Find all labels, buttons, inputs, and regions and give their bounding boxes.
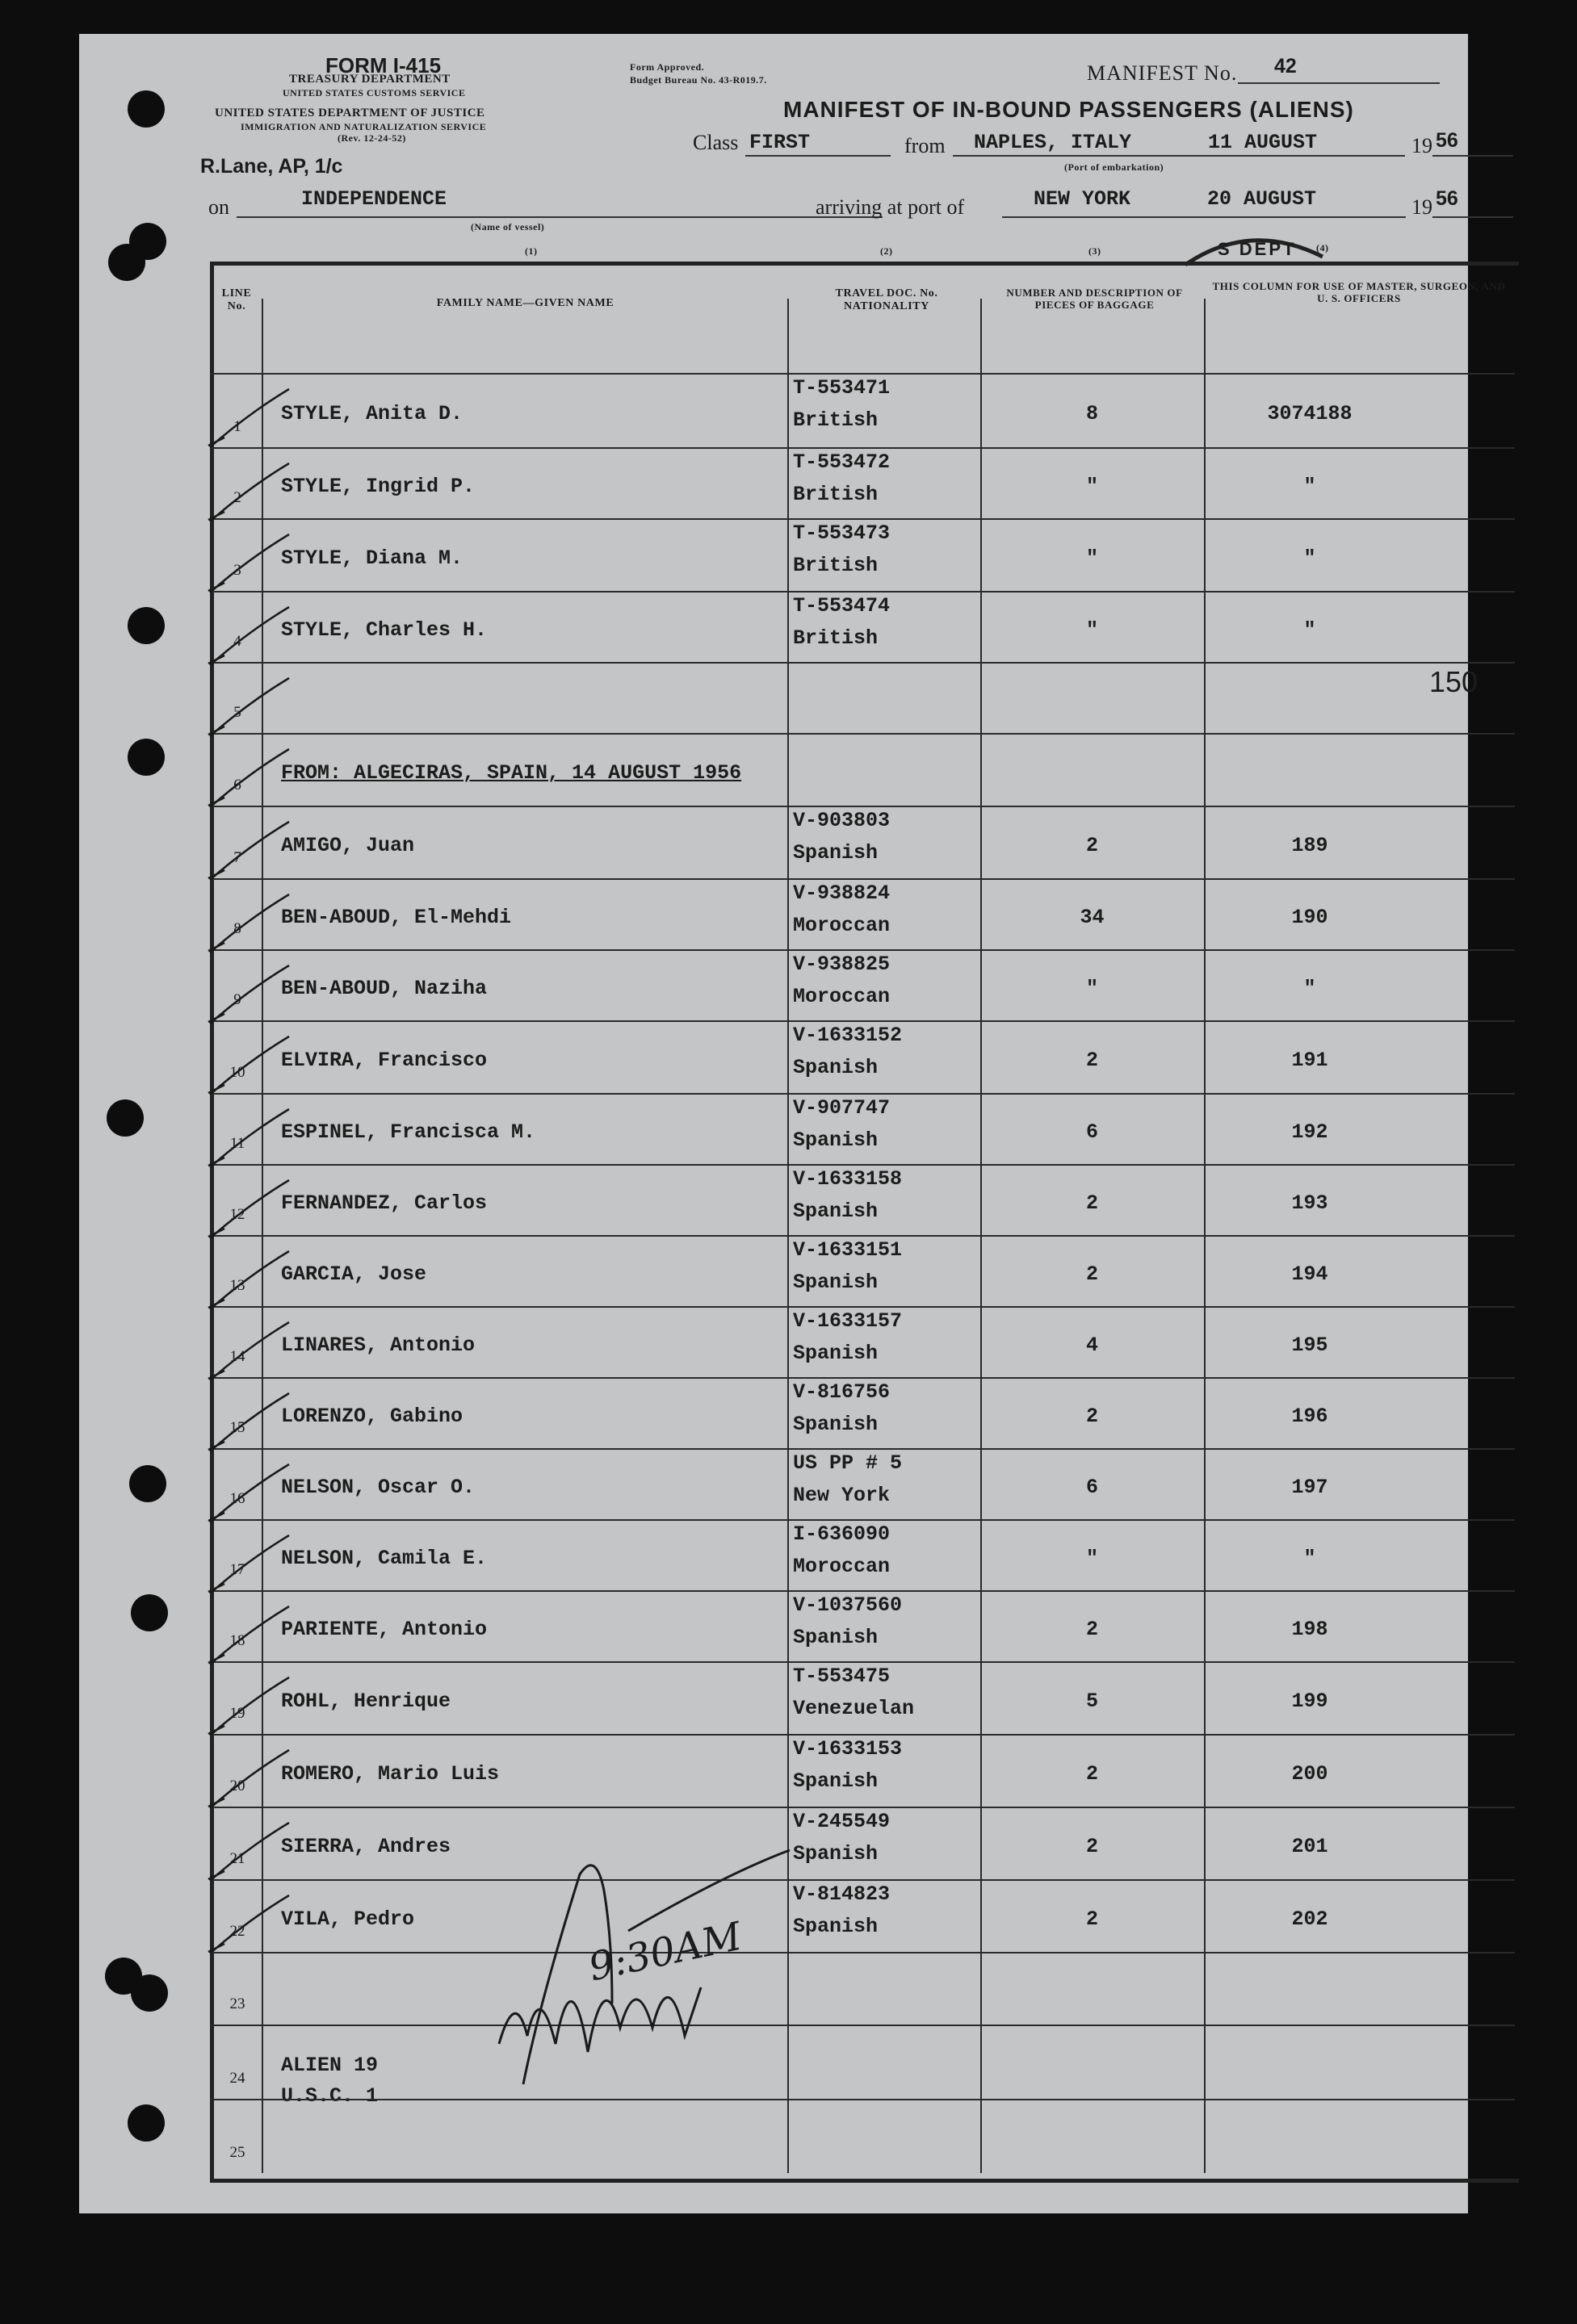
table-row — [210, 1377, 1515, 1448]
nationality: Spanish — [793, 841, 879, 865]
budget-bureau: Budget Bureau No. 43-R019.7. — [630, 74, 767, 86]
row-divider — [210, 518, 1515, 520]
nationality: Spanish — [793, 1129, 879, 1152]
col-number-3: (3) — [1088, 245, 1101, 257]
justice-dept: UNITED STATES DEPARTMENT OF JUSTICE — [215, 107, 485, 119]
port-caption: (Port of embarkation) — [1064, 161, 1164, 173]
officer-entry: 196 — [1291, 1405, 1328, 1428]
travel-doc-number: T-553474 — [793, 594, 891, 618]
table-row — [210, 1879, 1515, 1952]
officer-entry: 202 — [1291, 1907, 1328, 1931]
officer-entry: 194 — [1291, 1262, 1328, 1286]
table-row — [210, 949, 1515, 1020]
line-number: 4 — [233, 633, 241, 650]
line-number: 22 — [229, 1923, 245, 1940]
line-number: 17 — [229, 1561, 245, 1578]
manifest-number: 42 — [1274, 55, 1297, 77]
nationality: Moroccan — [793, 1555, 891, 1578]
revision-date: (Rev. 12-24-52) — [338, 132, 406, 144]
baggage-count: 34 — [1080, 906, 1105, 929]
nationality: British — [793, 554, 879, 577]
line-number: 5 — [233, 704, 241, 721]
table-row — [210, 1661, 1515, 1734]
line-number: 1 — [233, 418, 241, 435]
treasury-dept: TREASURY DEPARTMENT — [289, 73, 451, 86]
officer-entry: 193 — [1291, 1191, 1328, 1215]
form-number: FORM I-415 — [325, 53, 442, 77]
baggage-count: 5 — [1085, 1690, 1098, 1713]
table-row — [210, 1519, 1515, 1590]
travel-doc-number: V-1633157 — [793, 1309, 903, 1333]
travel-doc-number: V-245549 — [793, 1810, 891, 1833]
passenger-name: ESPINEL, Francisca M. — [281, 1120, 536, 1144]
arrival-date: 20 AUGUST — [1207, 187, 1317, 211]
passenger-name: STYLE, Diana M. — [281, 546, 463, 570]
manifest-number-line — [1238, 58, 1440, 84]
table-row — [210, 1952, 1515, 2025]
baggage-count: 6 — [1085, 1476, 1098, 1499]
officer-entry: 198 — [1291, 1618, 1328, 1641]
handwritten-time: 9:30AM — [585, 1913, 746, 1991]
check-mark — [208, 1895, 289, 1953]
header-travel: TRAVEL DOC. No. NATIONALITY — [835, 287, 938, 313]
passenger-name: FERNANDEZ, Carlos — [281, 1191, 488, 1215]
col-number-2: (2) — [880, 245, 893, 257]
travel-doc-number: V-1633153 — [793, 1737, 903, 1761]
table-row — [210, 1164, 1515, 1235]
passenger-name: ROMERO, Mario Luis — [281, 1762, 500, 1786]
passenger-name-line2: U.S.C. 1 — [281, 2084, 379, 2108]
baggage-count: 2 — [1085, 1907, 1098, 1931]
row-divider — [210, 1093, 1515, 1095]
manifest-page — [79, 34, 1506, 2213]
check-mark — [208, 1322, 289, 1380]
travel-doc-number: T-553472 — [793, 450, 891, 474]
row-divider — [210, 1807, 1515, 1808]
manifest-title: MANIFEST OF IN-BOUND PASSENGERS (ALIENS) — [783, 97, 1354, 122]
class-label: Class — [693, 131, 739, 154]
table-row — [210, 1807, 1515, 1879]
travel-doc-number: US PP # 5 — [793, 1451, 903, 1475]
arrival-port: NEW YORK — [1034, 187, 1131, 211]
line-number: 18 — [229, 1632, 245, 1649]
col-number-1: (1) — [525, 245, 538, 257]
baggage-count: 2 — [1085, 1262, 1098, 1286]
table-row — [210, 1093, 1515, 1164]
check-mark — [208, 1251, 289, 1309]
row-divider — [210, 447, 1515, 449]
passenger-name: SIERRA, Andres — [281, 1835, 451, 1858]
line-number: 16 — [229, 1490, 245, 1507]
line-number: 6 — [233, 777, 241, 794]
passenger-name: PARIENTE, Antonio — [281, 1618, 488, 1641]
nationality: Spanish — [793, 1413, 879, 1436]
passenger-name: ELVIRA, Francisco — [281, 1049, 488, 1072]
baggage-count: 2 — [1085, 834, 1098, 857]
travel-doc-number: V-938825 — [793, 953, 891, 976]
officer-entry: 197 — [1291, 1476, 1328, 1499]
passenger-name: BEN-ABOUD, Naziha — [281, 977, 488, 1000]
nationality: Spanish — [793, 1056, 879, 1079]
baggage-count: " — [1085, 977, 1098, 1000]
row-divider — [210, 1020, 1515, 1022]
binder-hole — [131, 1594, 168, 1631]
nationality: Spanish — [793, 1842, 879, 1865]
baggage-count: 8 — [1085, 402, 1098, 425]
passenger-name: LORENZO, Gabino — [281, 1405, 463, 1428]
check-mark — [208, 894, 289, 953]
check-mark — [208, 463, 289, 521]
travel-doc-number: V-938824 — [793, 881, 891, 905]
nationality: Spanish — [793, 1915, 879, 1938]
customs-service: UNITED STATES CUSTOMS SERVICE — [283, 87, 466, 98]
nationality: Moroccan — [793, 985, 891, 1008]
line-number: 25 — [229, 2144, 245, 2161]
check-mark — [208, 965, 289, 1024]
passenger-name: ALIEN 19 — [281, 2054, 379, 2077]
baggage-count: 6 — [1085, 1120, 1098, 1144]
check-mark — [208, 1677, 289, 1736]
table-row — [210, 806, 1515, 878]
line-number: 15 — [229, 1419, 245, 1436]
table-row — [210, 2099, 1515, 2173]
travel-doc-number: I-636090 — [793, 1522, 891, 1546]
form-approved: Form Approved. — [630, 61, 705, 73]
officer-entry: " — [1303, 546, 1316, 570]
header-baggage: NUMBER AND DESCRIPTION OF PIECES OF BAGGAGE — [1006, 287, 1183, 311]
officer-entry: 191 — [1291, 1049, 1328, 1072]
header-line-no: LINE No. — [221, 287, 252, 313]
nationality: Venezuelan — [793, 1697, 915, 1720]
header-officers: THIS COLUMN FOR USE OF MASTER, SURGEON, AND U. S. OFFICERS — [1212, 280, 1506, 304]
row-divider — [210, 662, 1515, 664]
row-divider — [210, 1448, 1515, 1450]
officer-entry: 195 — [1291, 1334, 1328, 1357]
officer-entry: 201 — [1291, 1835, 1328, 1858]
nationality: New York — [793, 1484, 891, 1507]
table-row — [210, 662, 1515, 733]
line-number: 7 — [233, 849, 241, 866]
officer-entry: 150 — [1428, 665, 1478, 698]
nationality: Spanish — [793, 1271, 879, 1294]
line-number: 14 — [229, 1348, 245, 1365]
check-mark — [208, 1750, 289, 1808]
table-row — [210, 1020, 1515, 1093]
check-mark — [208, 1823, 289, 1881]
travel-doc-number: T-553473 — [793, 521, 891, 545]
line-number: 9 — [233, 991, 241, 1008]
baggage-count: 2 — [1085, 1618, 1098, 1641]
table-row — [210, 2025, 1515, 2108]
officer-entry: 190 — [1291, 906, 1328, 929]
line-number: 20 — [229, 1778, 245, 1794]
baggage-count: " — [1085, 1547, 1098, 1570]
travel-doc-number: V-1633158 — [793, 1167, 903, 1191]
arriving-label: arriving at port of — [816, 195, 965, 219]
passenger-name: NELSON, Camila E. — [281, 1547, 488, 1570]
check-mark — [208, 1606, 289, 1664]
table-row — [210, 591, 1515, 662]
embark-year: 56 — [1436, 129, 1458, 152]
check-mark — [208, 1180, 289, 1238]
passenger-name: ROHL, Henrique — [281, 1690, 451, 1713]
table-row — [210, 733, 1515, 806]
line-number: 12 — [229, 1206, 245, 1223]
row-divider — [210, 1519, 1515, 1521]
table-row — [210, 447, 1515, 518]
header-name: FAMILY NAME—GIVEN NAME — [436, 297, 614, 309]
check-mark — [208, 1535, 289, 1593]
officer-entry: " — [1303, 977, 1316, 1000]
check-mark — [208, 822, 289, 880]
line-number: 2 — [233, 489, 241, 506]
nationality: British — [793, 408, 879, 432]
row-divider — [210, 1661, 1515, 1663]
passenger-name: VILA, Pedro — [281, 1907, 415, 1931]
baggage-count: 2 — [1085, 1835, 1098, 1858]
binder-hole — [128, 2104, 165, 2142]
binder-hole — [131, 1974, 168, 2012]
row-divider — [210, 1164, 1515, 1166]
row-divider — [210, 2099, 1515, 2100]
check-mark — [208, 1464, 289, 1522]
row-divider — [210, 733, 1515, 735]
table-row — [210, 878, 1515, 949]
officer-entry: " — [1303, 618, 1316, 642]
check-mark — [208, 1036, 289, 1095]
agent-name: R.Lane, AP, 1/c — [200, 155, 343, 178]
binder-hole — [128, 739, 165, 776]
travel-doc-number: V-903803 — [793, 809, 891, 832]
arrival-year-prefix: 19 — [1411, 195, 1432, 219]
check-mark — [208, 749, 289, 807]
nationality: Spanish — [793, 1626, 879, 1649]
check-mark — [208, 607, 289, 665]
passenger-name: STYLE, Ingrid P. — [281, 475, 476, 498]
row-divider — [210, 1235, 1515, 1237]
binder-hole — [128, 607, 165, 644]
vessel-caption: (Name of vessel) — [471, 221, 545, 232]
passenger-name: LINARES, Antonio — [281, 1334, 476, 1357]
baggage-count: " — [1085, 618, 1098, 642]
table-row — [210, 518, 1515, 591]
passenger-name: AMIGO, Juan — [281, 834, 415, 857]
table-row — [210, 1590, 1515, 1661]
baggage-count: " — [1085, 546, 1098, 570]
baggage-count: 2 — [1085, 1762, 1098, 1786]
passenger-name: GARCIA, Jose — [281, 1262, 427, 1286]
vessel-name: INDEPENDENCE — [301, 187, 447, 211]
manifest-number-label: MANIFEST No. — [1087, 61, 1238, 85]
row-divider — [210, 1590, 1515, 1592]
nationality: British — [793, 626, 879, 650]
stamp-text: S DEPT — [1218, 239, 1297, 259]
row-divider — [210, 1306, 1515, 1308]
line-number: 3 — [233, 562, 241, 579]
embark-date: 11 AUGUST — [1208, 131, 1318, 154]
travel-doc-number: V-907747 — [793, 1096, 891, 1120]
baggage-count: 2 — [1085, 1049, 1098, 1072]
travel-doc-number: V-814823 — [793, 1882, 891, 1906]
row-divider — [210, 373, 1515, 375]
baggage-count: " — [1085, 475, 1098, 498]
table-row — [210, 1235, 1515, 1306]
nationality: Spanish — [793, 1342, 879, 1365]
baggage-count: 4 — [1085, 1334, 1098, 1357]
row-divider — [210, 1377, 1515, 1379]
from-label: from — [904, 134, 946, 157]
travel-doc-number: T-553471 — [793, 376, 891, 400]
line-number: 11 — [229, 1135, 245, 1152]
row-divider — [210, 1879, 1515, 1881]
line-number: 8 — [233, 920, 241, 937]
arrival-year: 56 — [1436, 187, 1458, 210]
table-row — [210, 373, 1515, 447]
line-number: 23 — [229, 1995, 245, 2012]
officer-entry: 189 — [1291, 834, 1328, 857]
table-row — [210, 1734, 1515, 1807]
line-number: 19 — [229, 1705, 245, 1722]
passenger-name: NELSON, Oscar O. — [281, 1476, 476, 1499]
travel-doc-number: V-1633151 — [793, 1238, 903, 1262]
passenger-name: STYLE, Charles H. — [281, 618, 488, 642]
baggage-count: 2 — [1085, 1405, 1098, 1428]
passenger-name: FROM: ALGECIRAS, SPAIN, 14 AUGUST 1956 — [281, 761, 742, 785]
binder-hole — [107, 1099, 144, 1137]
officer-entry: 199 — [1291, 1690, 1328, 1713]
row-divider — [210, 1734, 1515, 1736]
travel-doc-number: V-1037560 — [793, 1593, 903, 1617]
row-divider — [210, 949, 1515, 951]
line-number: 21 — [229, 1850, 245, 1867]
row-divider — [210, 1952, 1515, 1953]
binder-hole — [129, 1465, 166, 1502]
table-row — [210, 1306, 1515, 1377]
class-value: FIRST — [749, 131, 811, 154]
row-divider — [210, 806, 1515, 807]
officer-entry: " — [1303, 475, 1316, 498]
check-mark — [208, 1109, 289, 1167]
nationality: Spanish — [793, 1200, 879, 1223]
passenger-name: BEN-ABOUD, El-Mehdi — [281, 906, 512, 929]
travel-doc-number: V-1633152 — [793, 1024, 903, 1047]
officer-entry: 200 — [1291, 1762, 1328, 1786]
check-marks — [200, 333, 297, 2149]
travel-doc-number: T-553475 — [793, 1664, 891, 1688]
embark-port: NAPLES, ITALY — [974, 131, 1132, 154]
officer-entry: 192 — [1291, 1120, 1328, 1144]
col-number-4: (4) — [1316, 242, 1329, 253]
line-number: 13 — [229, 1277, 245, 1294]
line-number: 10 — [229, 1064, 245, 1081]
check-mark — [208, 534, 289, 593]
officer-entry: " — [1303, 1547, 1316, 1570]
travel-doc-number: V-816756 — [793, 1380, 891, 1404]
row-divider — [210, 878, 1515, 880]
passenger-name: STYLE, Anita D. — [281, 402, 463, 425]
check-mark — [208, 678, 289, 736]
binder-hole — [128, 90, 165, 128]
check-mark — [208, 389, 289, 447]
nationality: Spanish — [793, 1769, 879, 1793]
officer-entry: 3074188 — [1267, 402, 1353, 425]
ins-service: IMMIGRATION AND NATURALIZATION SERVICE — [241, 121, 487, 132]
row-divider — [210, 2025, 1515, 2026]
nationality: British — [793, 483, 879, 506]
nationality: Moroccan — [793, 914, 891, 937]
line-number: 24 — [229, 2070, 245, 2087]
row-divider — [210, 591, 1515, 593]
embark-year-prefix: 19 — [1411, 134, 1432, 157]
on-label: on — [208, 195, 229, 219]
binder-hole — [108, 244, 145, 281]
table-row — [210, 1448, 1515, 1519]
baggage-count: 2 — [1085, 1191, 1098, 1215]
check-mark — [208, 1393, 289, 1451]
